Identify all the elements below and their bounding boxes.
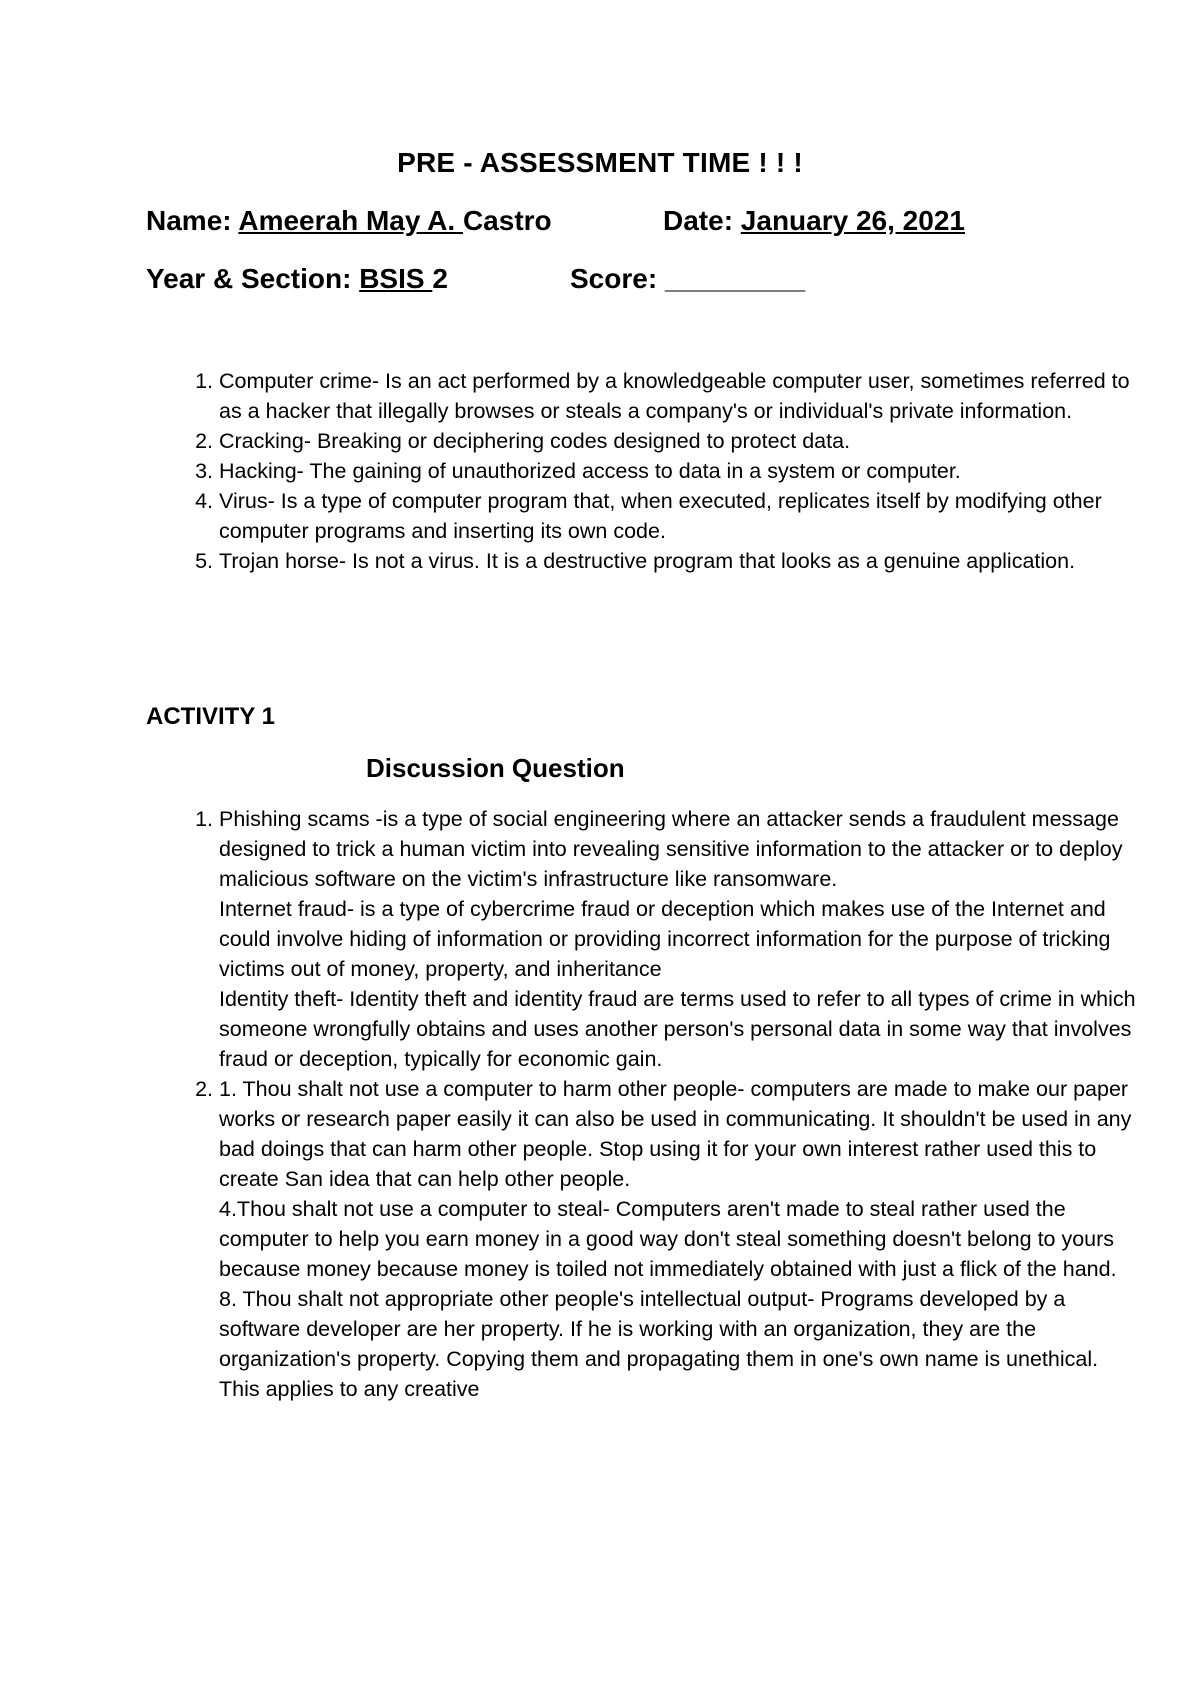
list-item: 3. Hacking- The gaining of unauthorized access to data in a system or computer. xyxy=(219,456,1139,486)
score-label: Score: xyxy=(570,263,658,294)
score-field xyxy=(570,262,805,296)
date-label: Date: xyxy=(663,205,734,236)
name-underlined: Ameerah May A. xyxy=(238,205,463,236)
paragraph: 4.Thou shalt not use a computer to steal- Computers aren't made to steal rather used the computer to help you earn money in a good way don't steal something doesn't belong to yours because money because money is toiled not immediately obtained with just a flick of the hand. xyxy=(219,1197,1117,1281)
paragraph: 1. Phishing scams -is a type of social engineering where an attacker sends a fraudulent message designed to trick a human victim into revealing sensitive information to the attacker or to deploy malicious software on the victim's infrastructure like ransomware. xyxy=(219,807,1123,891)
list-item xyxy=(219,1074,1139,1404)
paragraph: Internet fraud- is a type of cybercrime fraud or deception which makes use of the Internet and could involve hiding of information or providing incorrect information for the purpose of tricking victims out of money, property, and inheritance xyxy=(219,897,1111,981)
discussion-list xyxy=(146,804,1139,1404)
list-item: 2. Cracking- Breaking or deciphering codes designed to protect data. xyxy=(219,426,1139,456)
page-title: PRE - ASSESSMENT TIME ! ! ! xyxy=(397,147,803,178)
score-blank: _________ xyxy=(664,263,806,294)
year-rest: 2 xyxy=(432,263,448,294)
list-item: 4. Virus- Is a type of computer program that, when executed, replicates itself by modifying other computer programs and inserting its own code. xyxy=(219,486,1139,546)
list-item xyxy=(219,804,1139,1074)
paragraph: Identity theft- Identity theft and identity fraud are terms used to refer to all types of crime in which someone wrongfully obtains and uses another person's personal data in some way that involves fraud or deception, typically for economic gain. xyxy=(219,987,1136,1071)
list-item: 5. Trojan horse- Is not a virus. It is a destructive program that looks as a genuine application. xyxy=(219,546,1139,576)
year-label: Year & Section: xyxy=(146,263,352,294)
paragraph: 2. 1. Thou shalt not use a computer to harm other people- computers are made to make our paper works or research paper easily it can also be used in communicating. It shouldn't be used in any bad doings that can harm other people. Stop using it for your own interest rather used this to create San idea that can help other people. xyxy=(219,1077,1132,1191)
date-field xyxy=(663,204,965,238)
paragraph: 8. Thou shalt not appropriate other people's intellectual output- Programs developed by a software developer are her property. If he is working with an organization, they are the organization's property. Copying them and propagating them in one's own name is unethical. This applies to any creative xyxy=(219,1287,1099,1401)
year-underlined: BSIS xyxy=(359,263,433,294)
discussion-heading: Discussion Question xyxy=(366,753,625,783)
activity-heading: ACTIVITY 1 xyxy=(146,703,275,730)
name-line xyxy=(146,204,552,238)
pre-assessment-list xyxy=(146,366,1139,576)
name-label: Name: xyxy=(146,205,232,236)
year-section-line xyxy=(146,262,448,296)
list-item: 1. Computer crime- Is an act performed by a knowledgeable computer user, sometimes referred to as a hacker that illegally browses or steals a company's or individual's private information. xyxy=(219,366,1139,426)
name-rest: Castro xyxy=(462,205,552,236)
date-value: January 26, 2021 xyxy=(740,205,965,236)
